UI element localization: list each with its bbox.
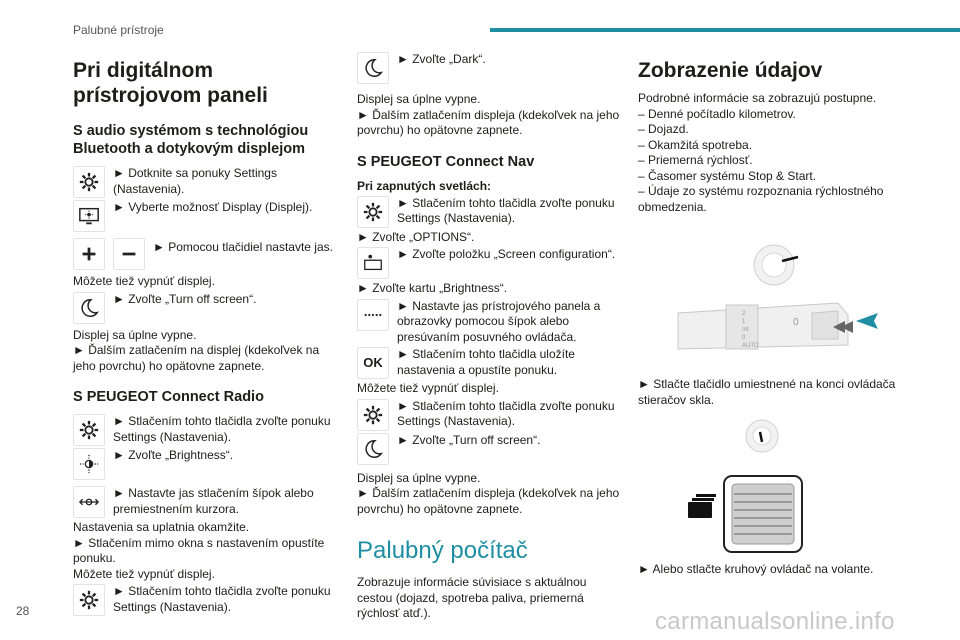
- slider-arrows-icon: [73, 486, 105, 518]
- list-item: – Priemerná rýchlosť.: [638, 153, 753, 167]
- wiper-stalk-svg: [638, 223, 898, 373]
- nav-step3-text: ► Zvoľte položku „Screen configuration“.: [397, 247, 616, 261]
- brightness-icon: [73, 448, 105, 480]
- wiper-step-text: ► Stlačte tlačidlo umiestnené na konci ovládača stieračov skla.: [638, 377, 896, 407]
- list-item: – Údaje zo systému rozpoznania rýchlostného obmedzenia.: [638, 184, 884, 214]
- list-item: – Okamžitá spotreba.: [638, 137, 753, 152]
- thumbwheel-svg: [638, 418, 898, 558]
- screen-brightness-icon: [357, 247, 389, 279]
- radio-note2: ► Stlačením mimo okna s nastavením opustíte ponuku.: [73, 535, 325, 565]
- gear-icon: [357, 399, 389, 431]
- moon-icon: [357, 52, 389, 84]
- trip-computer-text: Zobrazuje informácie súvisiace s aktuálnou cestou (dojazd, spotreba paliva, priemerná rýchlosť atď.).: [357, 575, 587, 620]
- header-accent-bar: [490, 28, 960, 32]
- radio-settings-step: [73, 414, 341, 446]
- nav-settings-step-2: [357, 399, 623, 431]
- radio-step2-text: ► Zvoľte „Brightness“.: [113, 448, 234, 462]
- nav-step6-text: ► Stlačením tohto tlačidla uložíte nastavenia a opustíte ponuku.: [397, 347, 575, 377]
- display-data-intro: Podrobné informácie sa zobrazujú postupne.: [638, 91, 877, 105]
- bt-after1: Displej sa úplne vypne.: [73, 327, 197, 342]
- nav-lights-on: Pri zapnutých svetlách:: [357, 178, 492, 193]
- column-3: [638, 50, 898, 578]
- section-title: Pri digitálnom prístrojovom paneli: [73, 59, 268, 107]
- minus-icon: [113, 238, 145, 270]
- bt-settings-step: [73, 166, 341, 198]
- nav-settings-step: [357, 196, 623, 228]
- gear-icon: [73, 414, 105, 446]
- page-number: 28: [16, 604, 30, 618]
- moon-icon: [357, 433, 389, 465]
- ok-label: OK: [363, 355, 383, 371]
- radio-settings-step-2: [73, 584, 341, 616]
- bt-brightness-step: [73, 238, 341, 270]
- stalk-label: 0: [742, 335, 746, 341]
- steering-wheel-control-illustration: [638, 418, 898, 558]
- radio-brightness-step: [73, 448, 341, 480]
- list-item: – Dojazd.: [638, 122, 689, 136]
- nav-step1-text: ► Stlačením tohto tlačidla zvoľte ponuku Settings (Nastavenia).: [397, 195, 615, 225]
- nav-step7-text: ► Stlačením tohto tlačidla zvoľte ponuku Settings (Nastavenia).: [397, 398, 615, 428]
- bt-subtitle: S audio systémom s technológiou Bluetooth a dotykovým displejom: [73, 123, 309, 157]
- nav-step5-text: ► Nastavte jas prístrojového panela a obrazovky pomocou šípok alebo presúvaním posuvného ovládača.: [397, 298, 601, 344]
- nav-step4-text: ► Zvoľte kartu „Brightness“.: [357, 281, 508, 295]
- radio-off-note: Môžete tiež vypnúť displej.: [73, 566, 215, 581]
- column-1: [73, 50, 341, 618]
- stalk-zero-label: 0: [793, 317, 799, 328]
- nav-turnoff-step: [357, 433, 623, 465]
- display-data-title: Zobrazenie údajov: [638, 59, 823, 82]
- radio-after1: Displej sa úplne vypne.: [357, 92, 481, 106]
- gear-icon: [73, 166, 105, 198]
- radio-adjust-step: [73, 486, 341, 518]
- gear-icon: [357, 196, 389, 228]
- ok-button-icon: [357, 347, 389, 379]
- radio-step1-text: ► Stlačením tohto tlačidla zvoľte ponuku Settings (Nastavenia).: [113, 414, 331, 444]
- list-item: – Denné počítadlo kilometrov.: [638, 106, 796, 121]
- nav-ok-step: [357, 347, 623, 379]
- nav-screen-config-step: [357, 247, 623, 279]
- bt-step3-text: ► Pomocou tlačidiel nastavte jas.: [153, 240, 333, 254]
- radio-subtitle: S PEUGEOT Connect Radio: [73, 389, 264, 405]
- radio-step3-text: ► Nastavte jas stlačením šípok alebo premiestnením kurzora.: [113, 486, 314, 516]
- bt-display-step: [73, 200, 341, 232]
- bt-turnoff-step: [73, 292, 341, 324]
- nav-off-note: Môžete tiež vypnúť displej.: [357, 381, 499, 395]
- radio-step4-text: ► Stlačením tohto tlačidla zvoľte ponuku Settings (Nastavenia).: [113, 584, 331, 614]
- watermark: carmanualsonline.info: [655, 608, 895, 635]
- bt-after2: ► Ďalším zatlačením na displej (kdekoľvek na jeho povrchu) ho opätovne zapnete.: [73, 343, 320, 373]
- gear-icon: [73, 584, 105, 616]
- bt-step4-text: ► Zvoľte „Turn off screen“.: [113, 291, 257, 306]
- trip-computer-title: Palubný počítač: [357, 537, 528, 564]
- column-2: [357, 50, 623, 622]
- bt-step2-text: ► Vyberte možnosť Display (Displej).: [113, 200, 313, 214]
- nav-subtitle: S PEUGEOT Connect Nav: [357, 153, 535, 170]
- radio-step5-text: ► Zvoľte „Dark“.: [397, 52, 486, 66]
- display-data-list: [638, 107, 898, 216]
- nav-after2: ► Ďalším zatlačením displeja (kdekoľvek na jeho povrchu) ho opätovne zapnete.: [357, 486, 620, 516]
- stalk-label: 1: [742, 319, 746, 325]
- bt-off-note: Môžete tiež vypnúť displej.: [73, 274, 215, 288]
- running-header: Palubné prístroje: [73, 23, 164, 37]
- nav-after1: Displej sa úplne vypne.: [357, 470, 481, 485]
- nav-adjust-step: [357, 299, 623, 346]
- dots-slider-icon: [357, 299, 389, 331]
- wiper-stalk-illustration: [638, 223, 898, 373]
- stalk-label: 2: [742, 311, 746, 317]
- bt-step1-text: ► Dotknite sa ponuky Settings (Nastavenia).: [113, 166, 277, 196]
- moon-icon: [73, 292, 105, 324]
- stalk-label: Int: [742, 327, 749, 333]
- nav-step8-text: ► Zvoľte „Turn off screen“.: [397, 432, 541, 447]
- radio-after2: ► Ďalším zatlačením displeja (kdekoľvek na jeho povrchu) ho opätovne zapnete.: [357, 107, 620, 137]
- thumbwheel-step-text: ► Alebo stlačte kruhový ovládač na volante.: [638, 562, 874, 576]
- radio-dark-step: [357, 52, 623, 84]
- plus-icon: [73, 238, 105, 270]
- stalk-label: AUTO: [742, 343, 759, 349]
- list-item: – Časomer systému Stop & Start.: [638, 168, 817, 183]
- radio-note1: Nastavenia sa uplatnia okamžite.: [73, 520, 250, 534]
- display-brightness-icon: [73, 200, 105, 232]
- nav-step2-text: ► Zvoľte „OPTIONS“.: [357, 229, 475, 244]
